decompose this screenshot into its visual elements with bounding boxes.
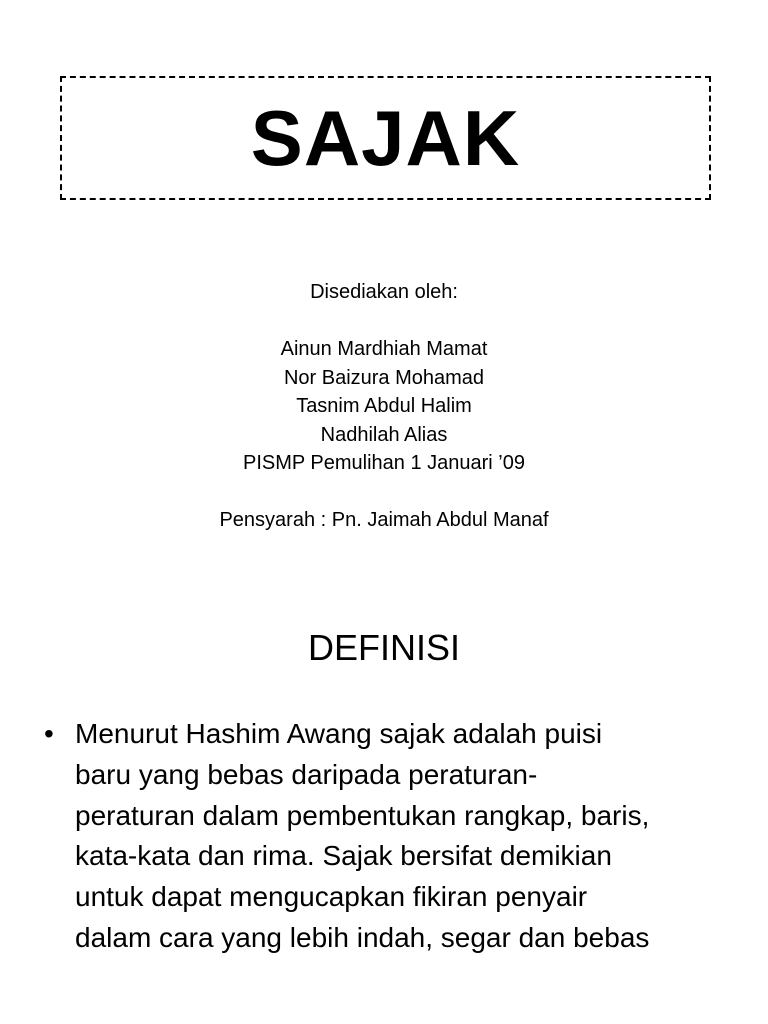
course-name: PISMP Pemulihan 1 Januari ’09 (242, 452, 525, 474)
spacer (0, 307, 768, 336)
text-line: dalam cara yang lebih indah, segar dan bebas (75, 921, 650, 953)
author-name: Tasnim Abdul Halim (296, 395, 472, 417)
definition-list (44, 714, 734, 959)
author-name: Nadhilah Alias (320, 423, 448, 446)
section-heading: DEFINISI (307, 627, 460, 668)
bullet-icon: • (44, 718, 54, 749)
list-item (44, 714, 734, 959)
definition-text (75, 714, 734, 959)
lecturer-name: Pensyarah : Pn. Jaimah Abdul Manaf (219, 509, 549, 531)
text-line: Menurut Hashim Awang sajak adalah puisi (75, 718, 603, 749)
prepared-by-label: Disediakan oleh: (310, 281, 458, 303)
author-name: Ainun Mardhiah Mamat (280, 338, 488, 360)
credits-block (0, 278, 768, 535)
document-title: SAJAK (250, 94, 521, 182)
spacer (0, 478, 768, 507)
text-line: untuk dapat mengucapkan fikiran penyair (75, 881, 588, 913)
author-name: Nor Baizura Mohamad (283, 366, 485, 389)
text-line: kata-kata dan rima. Sajak bersifat demikian (75, 840, 612, 872)
title-frame (60, 76, 711, 200)
text-line: peraturan dalam pembentukan rangkap, baris, (75, 799, 650, 831)
text-line: baru yang bebas daripada peraturan- (75, 758, 538, 790)
